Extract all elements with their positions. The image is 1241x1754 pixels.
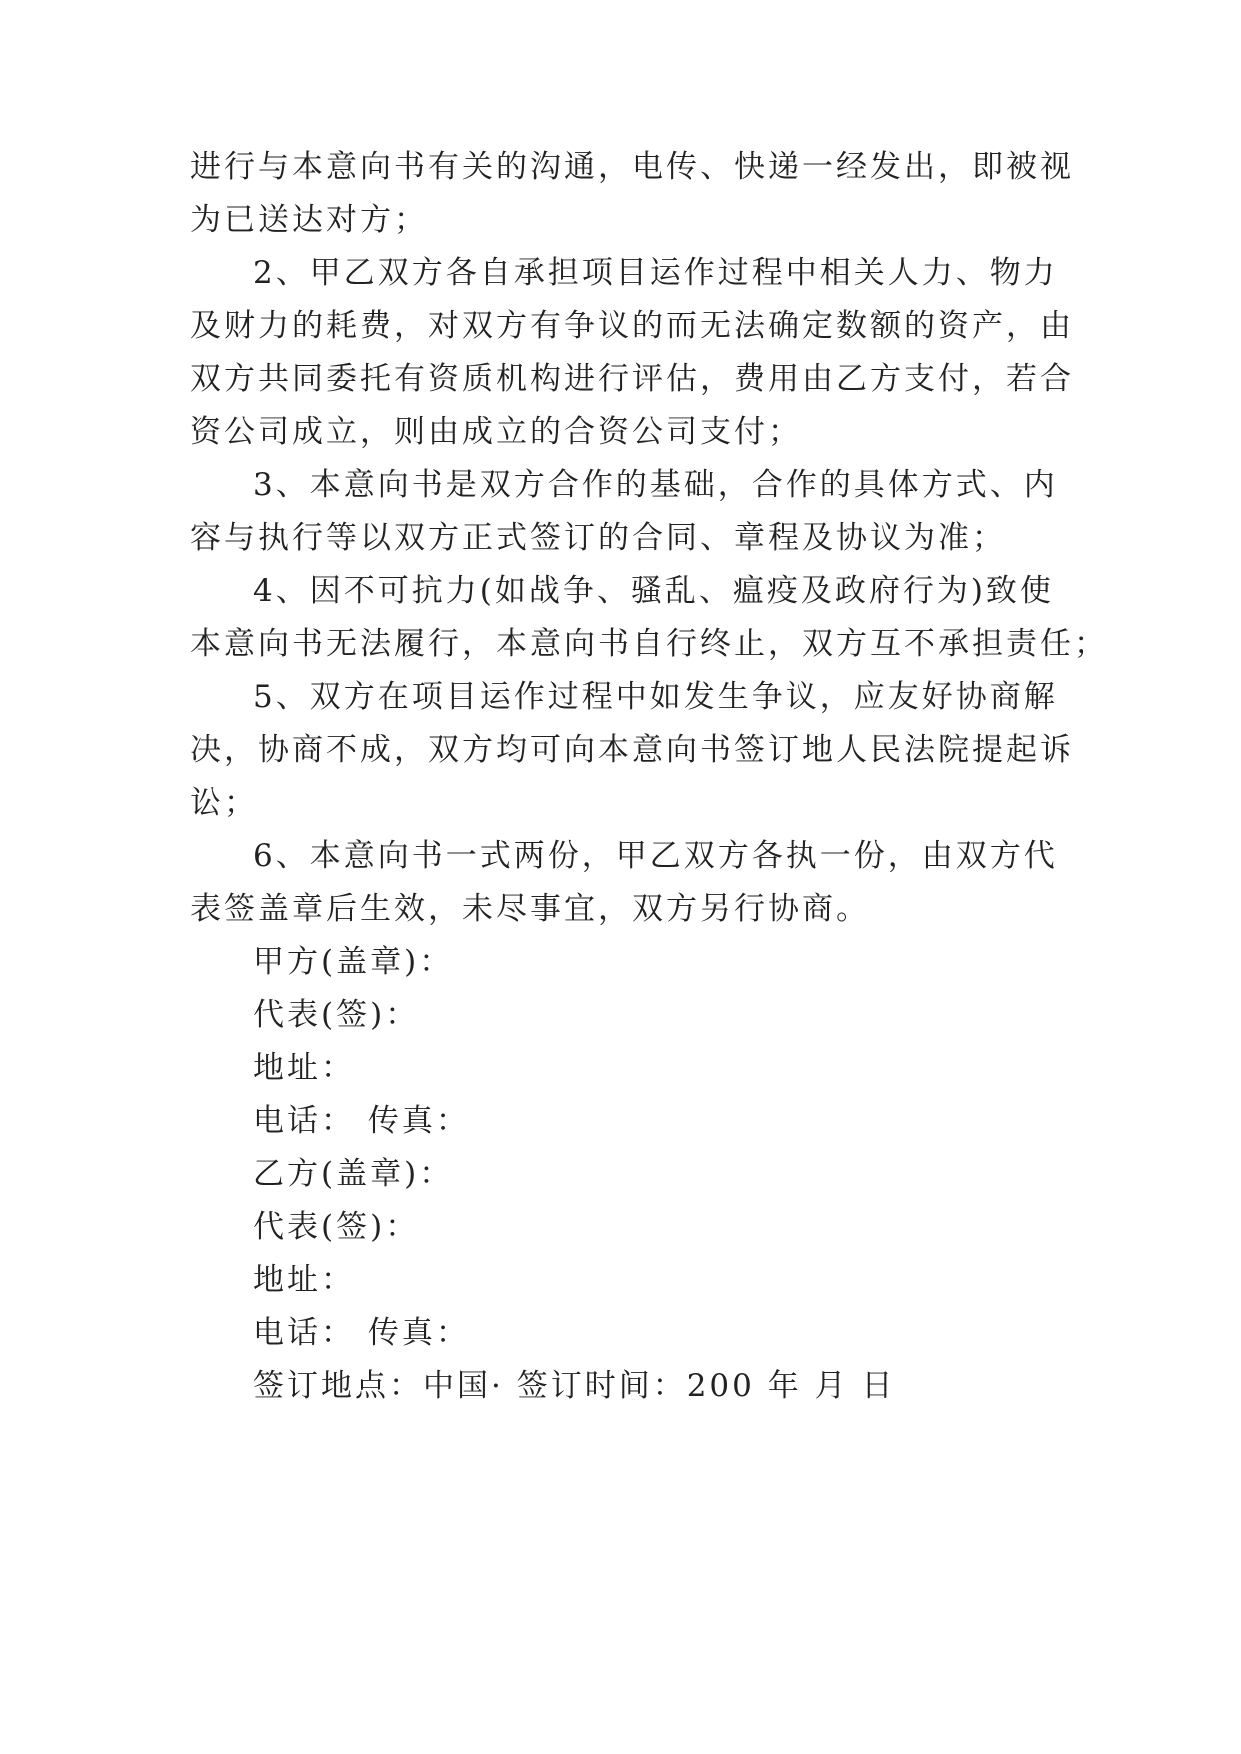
party-a-representative-label: 代表(签)：	[253, 997, 420, 1033]
paragraph-line-1-2: 为已送达对方；	[190, 202, 428, 238]
clause-4-line-2: 本意向书无法履行，本意向书自行终止，双方互不承担责任；	[190, 626, 1108, 662]
signing-place-time-line: 签订地点：中国· 签订时间：200 年 月 日	[253, 1368, 896, 1404]
clause-3-line-2: 容与执行等以双方正式签订的合同、章程及协议为准；	[190, 520, 1006, 556]
clause-2-line-2: 及财力的耗费，对双方有争议的而无法确定数额的资产，由	[190, 308, 1074, 344]
clause-5-line-3: 讼；	[190, 785, 258, 821]
party-a-address-label: 地址：	[253, 1050, 355, 1086]
clause-6-line-1: 6、本意向书一式两份，甲乙双方各执一份，由双方代	[253, 838, 1058, 874]
clause-6-line-2: 表签盖章后生效，未尽事宜，双方另行协商。	[190, 891, 870, 927]
party-b-address-label: 地址：	[253, 1262, 355, 1298]
clause-5-line-2: 决，协商不成，双方均可向本意向书签订地人民法院提起诉	[190, 732, 1074, 768]
clause-2-line-3: 双方共同委托有资质机构进行评估，费用由乙方支付，若合	[190, 361, 1074, 397]
clause-2-line-4: 资公司成立，则由成立的合资公司支付；	[190, 414, 802, 450]
clause-4-line-1: 4、因不可抗力(如战争、骚乱、瘟疫及政府行为)致使	[253, 573, 1054, 609]
clause-5-line-1: 5、双方在项目运作过程中如发生争议，应友好协商解	[253, 679, 1058, 715]
clause-3-line-1: 3、本意向书是双方合作的基础，合作的具体方式、内	[253, 467, 1058, 503]
party-b-phone-fax-label: 电话： 传真：	[253, 1315, 470, 1351]
party-b-representative-label: 代表(签)：	[253, 1209, 420, 1245]
paragraph-line-1-1: 进行与本意向书有关的沟通，电传、快递一经发出，即被视	[190, 149, 1074, 185]
party-b-seal-label: 乙方(盖章)：	[253, 1156, 454, 1192]
clause-2-line-1: 2、甲乙双方各自承担项目运作过程中相关人力、物力	[253, 255, 1058, 291]
party-a-phone-fax-label: 电话： 传真：	[253, 1103, 470, 1139]
party-a-seal-label: 甲方(盖章)：	[253, 944, 454, 980]
